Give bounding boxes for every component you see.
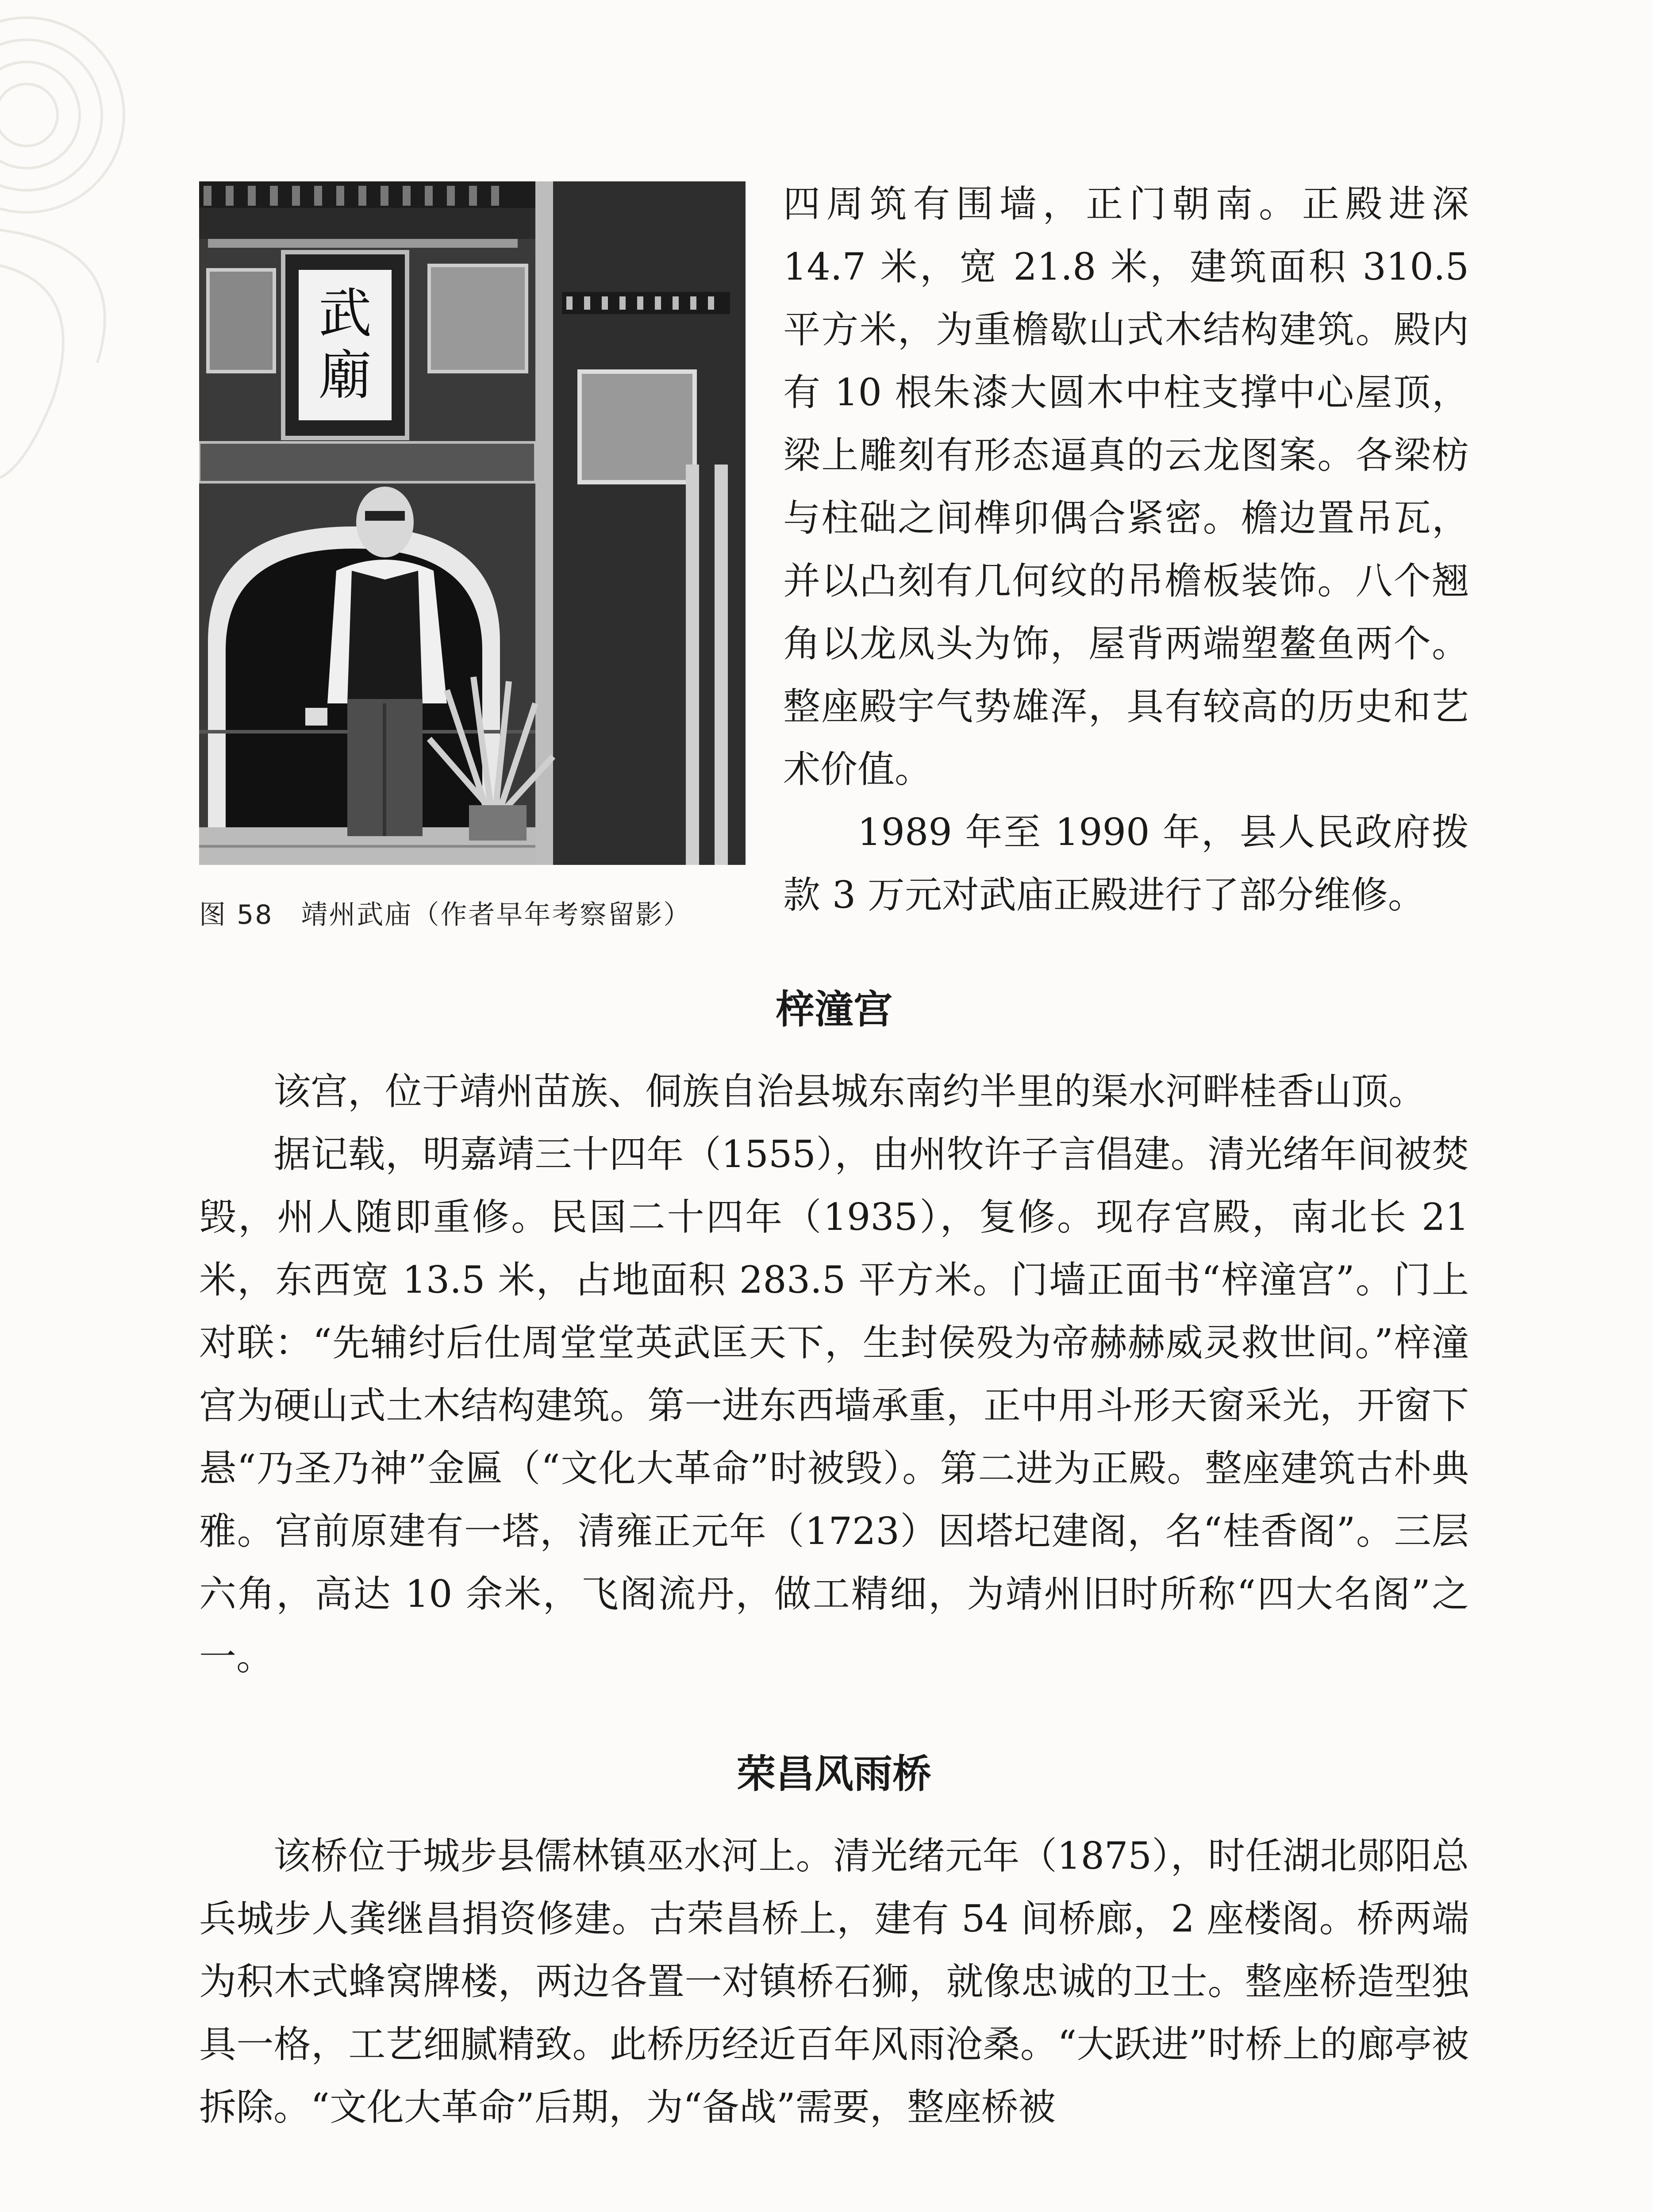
paragraph: 据记载，明嘉靖三十四年（1555），由州牧许子言倡建。清光绪年间被焚毁，州人随即重修。民国二十四年（1935），复修。现存宫殿，南北长 21 米，东西宽 13.5 米，占地面积 283.5 平方米。门墙正面书“梓潼宫”。门上对联：“先辅纣后仕周堂堂英武匡天下，生封侯殁为帝赫赫威灵救世间。”梓潼宫为硬山式土木结构建筑。第一进东西墙承重，正中用斗形天窗采光，开窗下悬“乃圣乃神”金匾（“文化大革命”时被毁）。第二进为正殿。整座建筑古朴典雅。宫前原建有一塔，清雍正元年（1723）因塔圮建阁，名“桂香阁”。三层六角，高达 10 余米，飞阁流丹，做工精细，为靖州旧时所称“四大名阁”之一。 (199, 1133, 1469, 1678)
svg-text:廟: 廟 (319, 345, 372, 407)
section-zitong-palace (199, 987, 1469, 1688)
intro-paragraph-2: 1989 年至 1990 年，县人民政府拨款 3 万元对武庙正殿进行了部分维修。 (783, 810, 1469, 917)
page-content (199, 181, 1469, 2139)
intro-text (783, 173, 1469, 926)
intro-paragraph-1: 四周筑有围墙，正门朝南。正殿进深 14.7 米，宽 21.8 米，建筑面积 310.5 平方米，为重檐歇山式木结构建筑。殿内有 10 根朱漆大圆木中柱支撑中心屋顶，梁上雕刻有形态逼真的云龙图案。各梁枋与柱础之间榫卯偶合紧密。檐边置吊瓦，并以凸刻有几何纹的吊檐板装饰。八个翘角以龙凤头为饰，屋背两端塑鳌鱼两个。整座殿宇气势雄浑，具有较高的历史和艺术价值。 (783, 182, 1469, 791)
section-title: 荣昌风雨桥 (736, 1751, 931, 1797)
temple-photo (199, 181, 746, 865)
section-rongchang-bridge (199, 1751, 1469, 2139)
figure-caption: 图 58 靖州武庙（作者早年考察留影） (199, 899, 692, 930)
figure-section (199, 181, 1469, 964)
svg-text:武: 武 (319, 283, 372, 345)
paragraph: 该宫，位于靖州苗族、侗族自治县城东南约半里的渠水河畔桂香山顶。 (273, 1070, 1426, 1113)
section-title: 梓潼宫 (775, 987, 892, 1032)
paragraph: 该桥位于城步县儒林镇巫水河上。清光绪元年（1875），时任湖北郧阳总兵城步人龚继昌捐资修建。古荣昌桥上，建有 54 间桥廊，2 座楼阁。桥两端为积木式蜂窝牌楼，两边各置一对镇桥石狮，就像忠诚的卫士。整座桥造型独具一格，工艺细腻精致。此桥历经近百年风雨沧桑。“大跃进”时桥上的廊亭被拆除。“文化大革命”后期，为“备战”需要，整座桥被 (199, 1834, 1469, 2129)
